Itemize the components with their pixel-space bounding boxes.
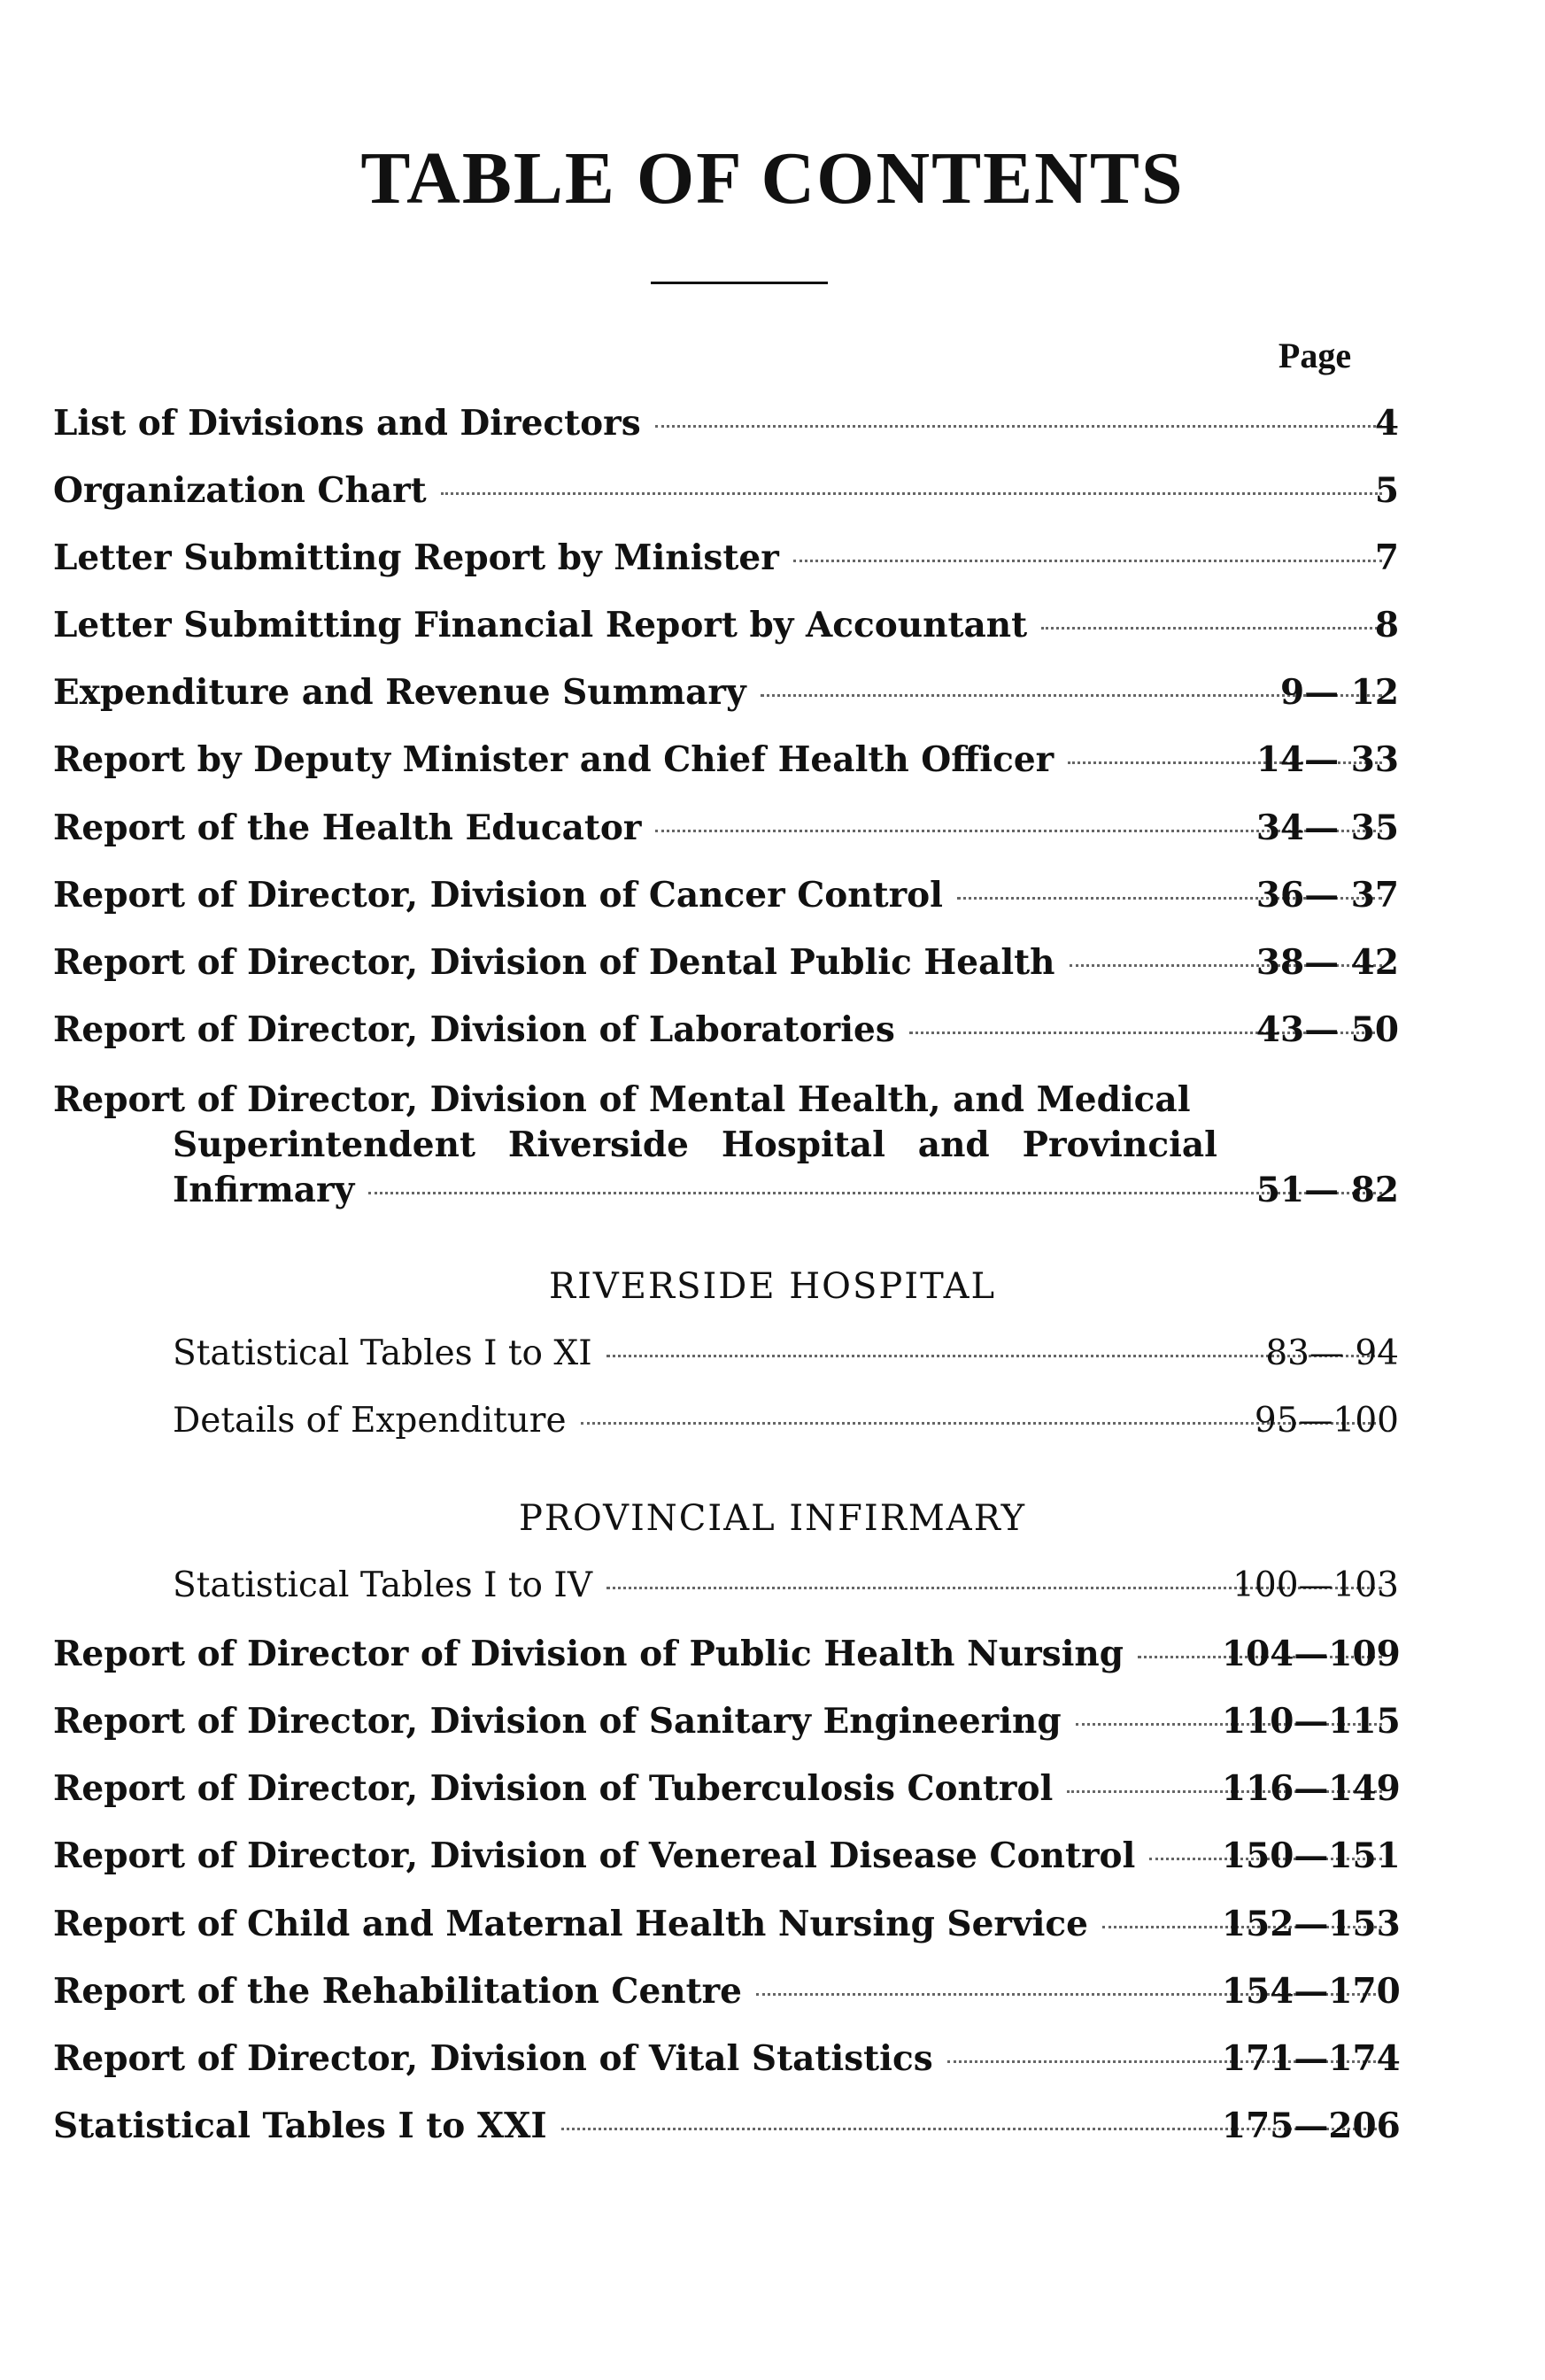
toc-entry [53,470,1394,522]
toc-entry-pages: 38— 42 [1255,942,1399,983]
toc-entry-label: Report of Director, Division of Sanitary Engineering [53,1701,1062,1742]
toc-entry-label: Report of Director of Division of Public Health Nursing [53,1634,1124,1674]
toc-entry-pages: 36— 37 [1255,875,1399,916]
toc-entry-label: Details of Expenditure [173,1401,567,1441]
toc-entry-pages: 100—103 [1232,1565,1399,1605]
toc-entry [53,1634,1394,1685]
toc-entry-label: List of Divisions and Directors [53,403,641,444]
toc-entry-label: Report of Director, Division of Laboratories [53,1009,895,1050]
toc-entry-label: Letter Submitting Financial Report by Accountant [53,605,1028,645]
toc-entry [53,1971,1394,2022]
toc-entry [53,1701,1394,1752]
toc-entry [53,739,1394,791]
toc-entry [53,1835,1394,1887]
toc-entry-label: Report of Director, Division of Venereal Disease Control [53,1835,1136,1876]
toc-entry [53,1768,1394,1820]
toc-entry-pages: 5 [1374,470,1399,511]
toc-entry [53,605,1394,656]
page-title: TABLE OF CONTENTS [360,137,1185,220]
section-heading-riverside: RIVERSIDE HOSPITAL [548,1266,997,1307]
toc-entry-label: Report of Child and Maternal Health Nursing Service [53,1904,1088,1944]
toc-entry-label-line: Report of Director, Division of Mental Health, and Medical [53,1079,1191,1120]
toc-entry-pages: 154—170 [1222,1971,1401,2012]
toc-entry-label: Infirmary [173,1170,355,1210]
toc-entry [53,942,1394,993]
toc-entry-pages: 51— 82 [1255,1170,1399,1210]
toc-entry-label: Report of the Health Educator [53,808,642,848]
toc-entry-mental-health [53,1078,1394,1213]
section-heading-infirmary: PROVINCIAL INFIRMARY [519,1498,1026,1539]
toc-entry-pages: 4 [1374,403,1399,444]
toc-entry [173,1565,1394,1617]
toc-entry-label: Letter Submitting Report by Minister [53,537,779,578]
toc-entry [53,672,1394,723]
toc-entry-pages: 104—109 [1222,1634,1401,1674]
toc-entry-pages: 116—149 [1222,1768,1401,1809]
toc-entry [53,808,1394,859]
toc-entry-label: Report of Director, Division of Tuberculosis Control [53,1768,1054,1809]
toc-entry-pages: 43— 50 [1255,1009,1399,1050]
toc-entry [53,2106,1394,2157]
toc-entry [53,1904,1394,1955]
toc-entry-label: Statistical Tables I to IV [173,1565,592,1605]
toc-entry-pages: 175—206 [1222,2106,1401,2146]
toc-entry [53,875,1394,926]
title-underline [651,282,828,284]
toc-entry-pages: 83— 94 [1265,1333,1399,1373]
page-column-header: Page [1278,336,1352,375]
toc-entry-label: Report of the Rehabilitation Centre [53,1971,742,2012]
toc-entry-label: Report by Deputy Minister and Chief Health Officer [53,739,1054,780]
toc-entry-label: Report of Director, Division of Vital Statistics [53,2038,933,2079]
toc-entry [53,2038,1394,2090]
toc-entry-label: Expenditure and Revenue Summary [53,672,746,713]
toc-entry-label: Report of Director, Division of Cancer Control [53,875,943,916]
toc-entry-pages: 14— 33 [1255,739,1399,780]
toc-entry [53,537,1394,589]
toc-entry-pages: 7 [1374,537,1399,578]
toc-entry [53,403,1394,454]
toc-entry-pages: 152—153 [1222,1904,1401,1944]
toc-entry [173,1333,1394,1385]
toc-entry-pages: 34— 35 [1255,808,1399,848]
toc-entry-pages: 171—174 [1222,2038,1401,2079]
toc-entry-pages: 95—100 [1254,1401,1399,1441]
toc-entry-pages: 150—151 [1222,1835,1401,1876]
toc-entry-pages: 8 [1374,605,1399,645]
toc-entry [173,1401,1394,1452]
toc-entry-pages: 110—115 [1222,1701,1401,1742]
toc-entry-label: Organization Chart [53,470,427,511]
toc-entry-label-line: Superintendent Riverside Hospital and Provincial [173,1124,1217,1165]
toc-entry-pages: 9— 12 [1280,672,1399,713]
toc-entry-label: Report of Director, Division of Dental Public Health [53,942,1055,983]
toc-entry-label: Statistical Tables I to XXI [53,2106,547,2146]
toc-entry-label-line [53,1168,1394,1213]
toc-entry [53,1009,1394,1061]
toc-entry-label: Statistical Tables I to XI [173,1333,592,1373]
